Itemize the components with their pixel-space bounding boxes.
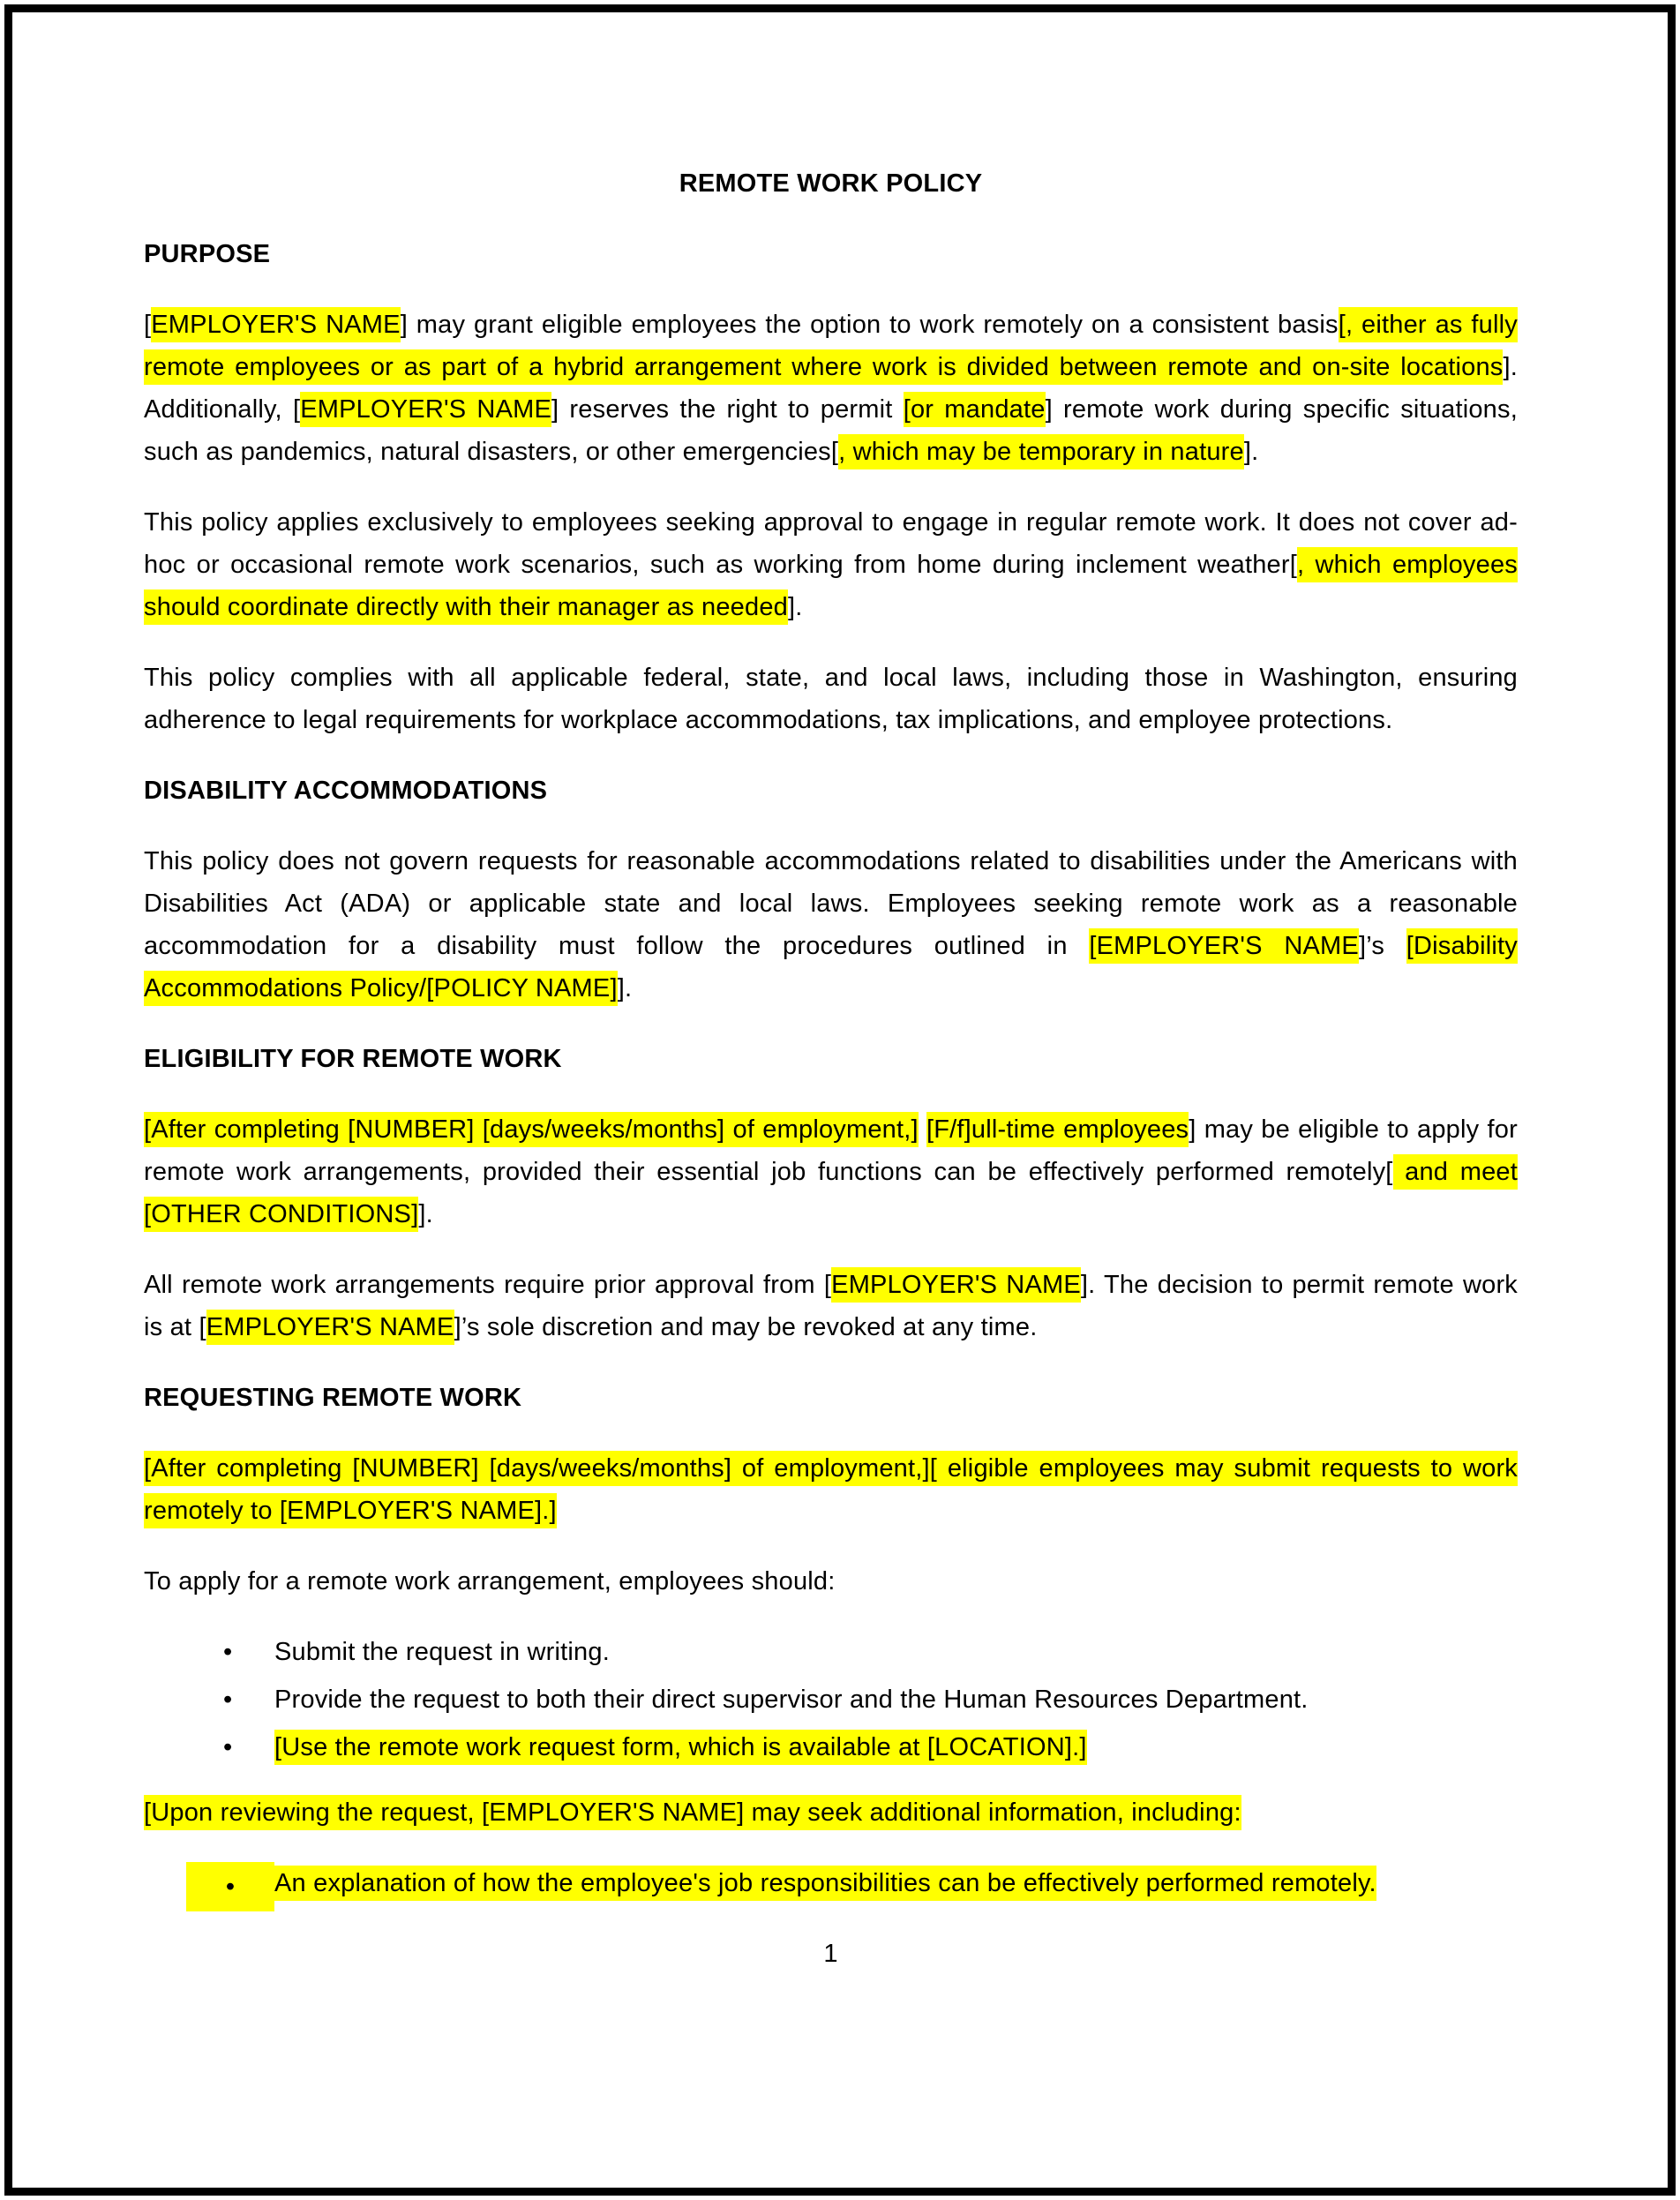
paragraph-requesting-intro: [After completing [NUMBER] [days/weeks/months] of employment,][ eligible employees may submit requests to work remotely to [EMPLOYER'S NAME].] [144,1447,1518,1532]
list-item [144,1678,1518,1721]
page-border-frame [4,4,1676,2196]
heading-requesting: REQUESTING REMOTE WORK [144,1384,522,1412]
list-item-text: An explanation of how the employee's job responsibilities can be effectively performed remotely. [274,1866,1376,1901]
heading-disability-accommodations: DISABILITY ACCOMMODATIONS [144,777,548,805]
list-item-text: Provide the request to both their direct supervisor and the Human Resources Department. [274,1686,1309,1714]
paragraph-eligibility-1: [After completing [NUMBER] [days/weeks/months] of employment,] [F/f]ull-time employees] may be eligible to apply for remote work arrangements, provided their essential job functions can be effectively performed remotely[ and meet [OTHER CONDITIONS]]. [144,1108,1518,1235]
bullet-icon: • [223,1638,233,1666]
list-item [144,1631,1518,1673]
paragraph-disability-1: This policy does not govern requests for reasonable accommodations related to disabilities under the Americans with Disabilities Act (ADA) or applicable state and local laws. Employees seeking remote work as a reasonable accommodation for a disability must follow the procedures outlined in [EMPLOYER'S NAME]’s [Disability Accommodations Policy/[POLICY NAME]]. [144,840,1518,1010]
paragraph-requesting-apply: To apply for a remote work arrangement, employees should: [144,1567,836,1596]
bullet-icon: • [223,1733,233,1761]
request-steps-list [144,1631,1518,1768]
additional-info-list [144,1862,1518,1904]
heading-purpose: PURPOSE [144,240,271,268]
paragraph-eligibility-2: All remote work arrangements require prior approval from [EMPLOYER'S NAME]. The decision to permit remote work is at [EMPLOYER'S NAME]’s sole discretion and may be revoked at any time. [144,1264,1518,1348]
list-item-text: Submit the request in writing. [274,1638,610,1666]
bullet-icon: • [223,1686,233,1714]
paragraph-purpose-2: This policy applies exclusively to employees seeking approval to engage in regular remote work. It does not cover ad-hoc or occasional remote work scenarios, such as working from home during inclement weather[, which employees should coordinate directly with their manager as needed]. [144,501,1518,628]
paragraph-purpose-3: This policy complies with all applicable federal, state, and local laws, including those in Washington, ensuring adherence to legal requirements for workplace accommodations, tax implications, and employee protections. [144,664,1518,734]
list-item [144,1726,1518,1768]
bullet-icon: • [186,1862,274,1911]
document-title: REMOTE WORK POLICY [679,169,983,198]
heading-eligibility: ELIGIBILITY FOR REMOTE WORK [144,1045,562,1073]
paragraph-purpose-1: [EMPLOYER'S NAME] may grant eligible employees the option to work remotely on a consistent basis[, either as fully remote employees or as part of a hybrid arrangement where work is divided between remote and on-site locations]. Additionally, [EMPLOYER'S NAME] reserves the right to permit [or mandate] remote work during specific situations, such as pandemics, natural disasters, or other emergencies[, which may be temporary in nature]. [144,304,1518,473]
page-footer [144,1933,1518,1975]
list-item-text: [Use the remote work request form, which is available at [LOCATION].] [274,1730,1087,1765]
paragraph-requesting-review: [Upon reviewing the request, [EMPLOYER'S NAME] may seek additional information, including: [144,1791,1518,1834]
page-number: 1 [823,1940,838,1968]
list-item [144,1862,1518,1904]
page-content [12,12,1668,1975]
